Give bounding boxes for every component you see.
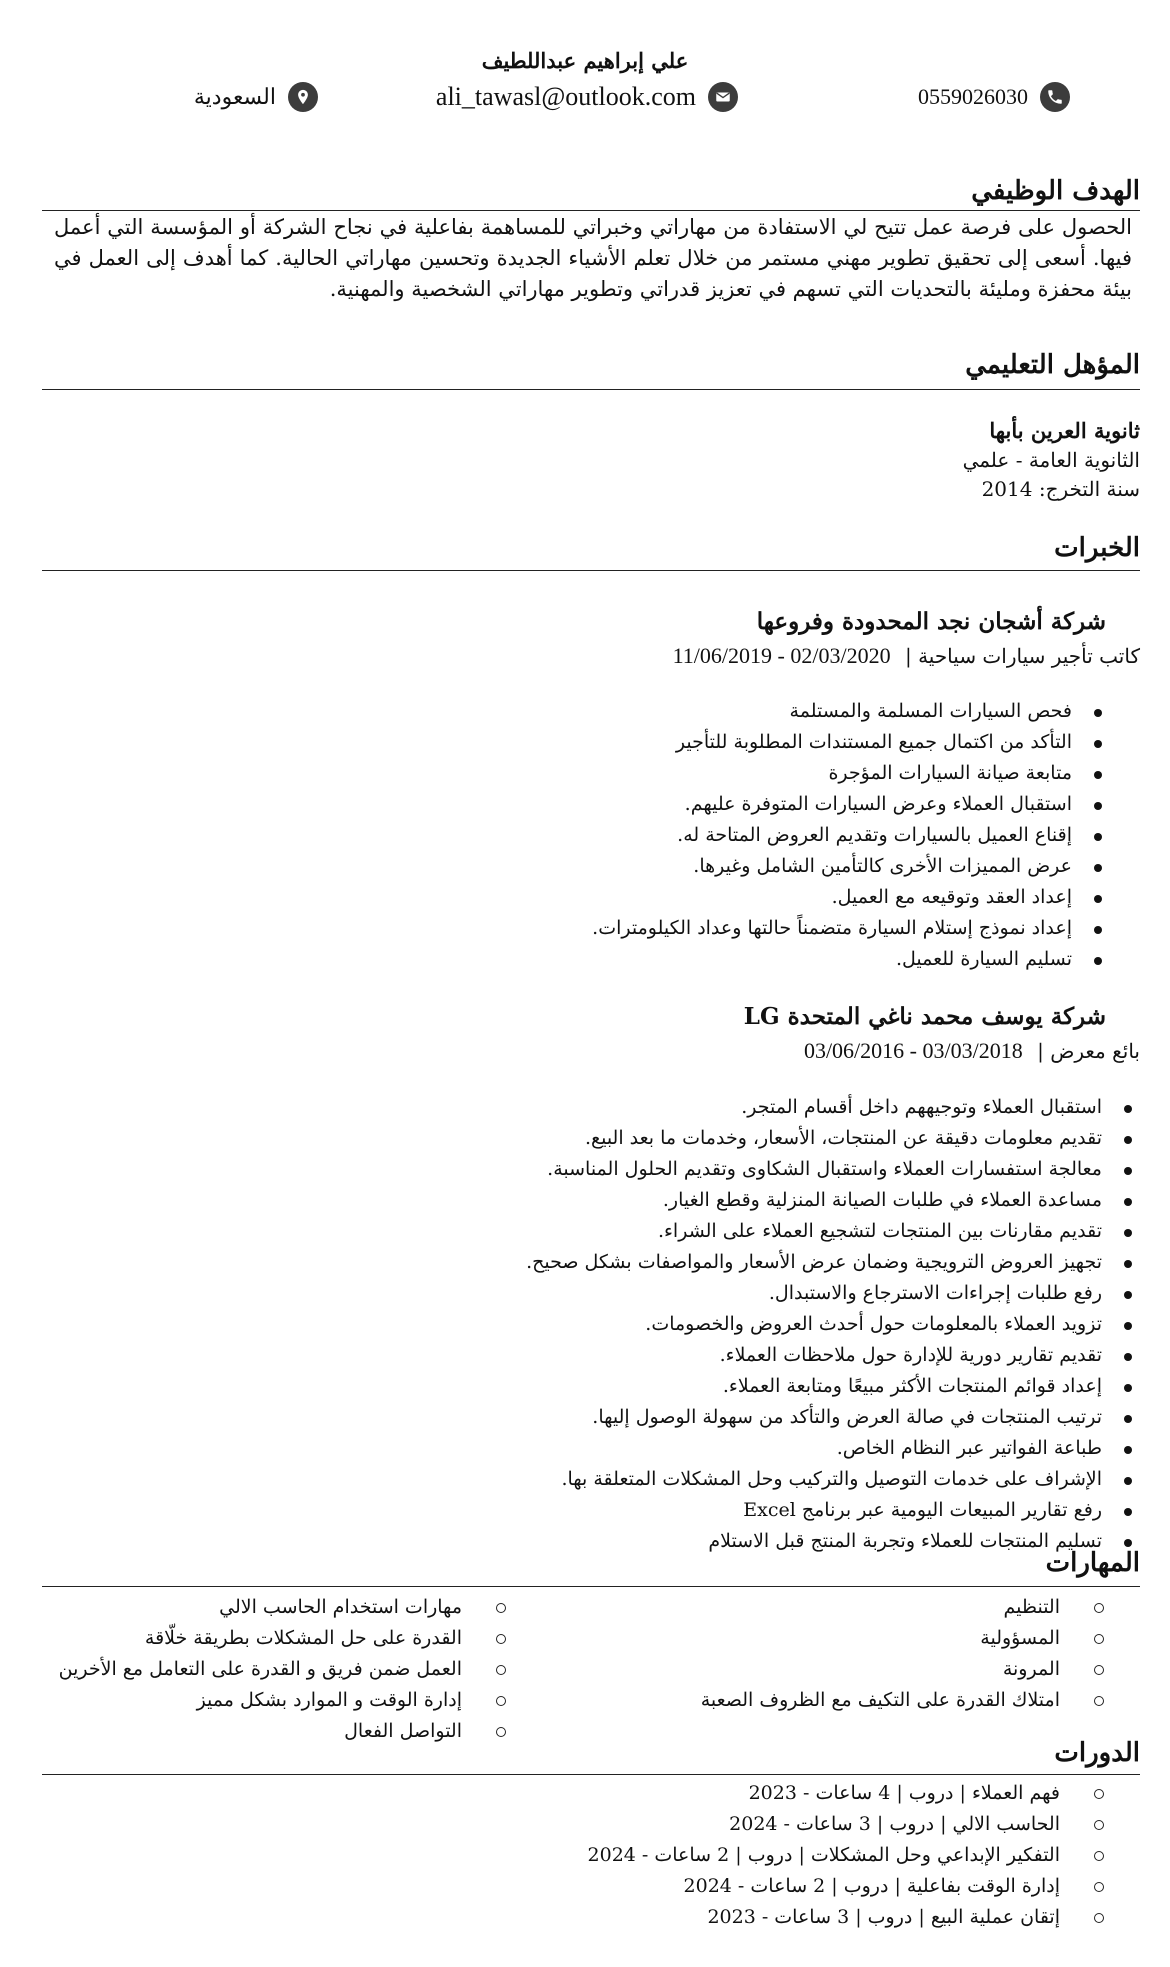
experience-title: الخبرات <box>1054 533 1140 563</box>
job-task-item: مساعدة العملاء في طلبات الصيانة المنزلية وقطع الغيار. <box>526 1185 1140 1216</box>
skills-list-left <box>59 1592 512 1747</box>
country-text: السعودية <box>193 84 276 110</box>
phone-icon <box>1040 82 1070 112</box>
job-task-item: استقبال العملاء وعرض السيارات المتوفرة عليهم. <box>592 789 1110 820</box>
education-divider <box>42 389 1140 390</box>
job-role: بائع معرض | <box>1037 1039 1140 1063</box>
job-task-item: تسليم السيارة للعميل. <box>592 944 1110 975</box>
job-task-item: إعداد العقد وتوقيعه مع العميل. <box>592 882 1110 913</box>
job-task-item: طباعة الفواتير عبر النظام الخاص. <box>526 1433 1140 1464</box>
skills-title: المهارات <box>1045 1548 1140 1578</box>
courses-title: الدورات <box>1054 1738 1140 1768</box>
job-meta <box>673 643 1140 669</box>
job-task-item: إعداد قوائم المنتجات الأكثر مبيعًا ومتابعة العملاء. <box>526 1371 1140 1402</box>
job-task-list <box>592 696 1110 975</box>
education-graduation: سنة التخرج: 2014 <box>981 477 1140 501</box>
job-task-item: التأكد من اكتمال جميع المستندات المطلوبة للتأجير <box>592 727 1110 758</box>
job-task-item: إعداد نموذج إستلام السيارة متضمناً حالتها وعداد الكيلومترات. <box>592 913 1110 944</box>
job-company: شركة أشجان نجد المحدودة وفروعها <box>756 608 1106 635</box>
course-item: إدارة الوقت بفاعلية | دروب | 2 ساعات - 2024 <box>588 1871 1110 1902</box>
experience-divider <box>42 570 1140 571</box>
course-item: الحاسب الالي | دروب | 3 ساعات - 2024 <box>588 1809 1110 1840</box>
course-item: فهم العملاء | دروب | 4 ساعات - 2023 <box>588 1778 1110 1809</box>
skill-item: إدارة الوقت و الموارد بشكل مميز <box>59 1685 512 1716</box>
courses-list <box>588 1778 1110 1933</box>
job-task-item: تقديم معلومات دقيقة عن المنتجات، الأسعار، وخدمات ما بعد البيع. <box>526 1123 1140 1154</box>
job-task-item: تزويد العملاء بالمعلومات حول أحدث العروض والخصومات. <box>526 1309 1140 1340</box>
location-pin-icon <box>288 82 318 112</box>
mail-icon <box>708 82 738 112</box>
contact-country <box>194 82 318 112</box>
education-school: ثانوية العرين بأبها <box>989 418 1140 443</box>
contact-phone <box>918 82 1070 112</box>
job-task-item: رفع تقارير المبيعات اليومية عبر برنامج Excel <box>526 1495 1140 1526</box>
education-degree: الثانوية العامة - علمي <box>962 448 1140 472</box>
job-dates: 03/03/2018 - 03/06/2016 <box>803 1038 1023 1063</box>
job-role: كاتب تأجير سيارات سياحية | <box>904 644 1140 668</box>
job-task-item: رفع طلبات إجراءات الاسترجاع والاستبدال. <box>526 1278 1140 1309</box>
course-item: إتقان عملية البيع | دروب | 3 ساعات - 2023 <box>588 1902 1110 1933</box>
skill-item: العمل ضمن فريق و القدرة على التعامل مع الأخرين <box>59 1654 512 1685</box>
job-task-list <box>526 1092 1140 1557</box>
skill-item: المرونة <box>701 1654 1110 1685</box>
objective-title: الهدف الوظيفي <box>971 176 1140 206</box>
phone-number: 0559026030 <box>918 84 1028 109</box>
job-company: شركة يوسف محمد ناغي المتحدة LG <box>743 1003 1106 1030</box>
candidate-name: علي إبراهيم عبداللطيف <box>481 48 689 73</box>
job-task-item: ترتيب المنتجات في صالة العرض والتأكد من سهولة الوصول إليها. <box>526 1402 1140 1433</box>
job-dates: 02/03/2020 - 11/06/2019 <box>672 643 891 668</box>
course-item: التفكير الإبداعي وحل المشكلات | دروب | 2 ساعات - 2024 <box>588 1840 1110 1871</box>
objective-text: الحصول على فرصة عمل تتيح لي الاستفادة من مهاراتي وخبراتي للمساهمة بفاعلية في نجاح الشركة أو المؤسسة التي أعمل فيها. أسعى إلى تحقيق تطوير مهني مستمر من خلال تعلم الأشياء الجديدة وتحسين مهاراتي الحالية. كما أهدف إلى العمل في بيئة محفزة ومليئة بالتحديات التي تسهم في تعزيز قدراتي وتطوير مهاراتي الشخصية والمهنية. <box>54 215 1132 301</box>
skill-item: التنظيم <box>701 1592 1110 1623</box>
job-meta <box>804 1038 1140 1064</box>
courses-divider <box>42 1774 1140 1775</box>
skill-item: امتلاك القدرة على التكيف مع الظروف الصعبة <box>701 1685 1110 1716</box>
skill-item: مهارات استخدام الحاسب الالي <box>59 1592 512 1623</box>
skill-item: القدرة على حل المشكلات بطريقة خلّاقة <box>59 1623 512 1654</box>
job-task-item: عرض المميزات الأخرى كالتأمين الشامل وغيرها. <box>592 851 1110 882</box>
skills-divider <box>42 1586 1140 1587</box>
contact-email <box>436 82 738 112</box>
job-task-item: استقبال العملاء وتوجيههم داخل أقسام المتجر. <box>526 1092 1140 1123</box>
job-task-item: تقديم مقارنات بين المنتجات لتشجيع العملاء على الشراء. <box>526 1216 1140 1247</box>
skill-item: المسؤولية <box>701 1623 1110 1654</box>
job-task-item: تقديم تقارير دورية للإدارة حول ملاحظات العملاء. <box>526 1340 1140 1371</box>
job-task-item: إقناع العميل بالسيارات وتقديم العروض المتاحة له. <box>592 820 1110 851</box>
skills-list-right <box>701 1592 1110 1716</box>
job-task-item: تسليم المنتجات للعملاء وتجربة المنتج قبل الاستلام <box>526 1526 1140 1557</box>
job-task-item: الإشراف على خدمات التوصيل والتركيب وحل المشكلات المتعلقة بها. <box>526 1464 1140 1495</box>
email-address: ali_tawasl@outlook.com <box>435 82 696 111</box>
job-task-item: فحص السيارات المسلمة والمستلمة <box>592 696 1110 727</box>
job-task-item: متابعة صيانة السيارات المؤجرة <box>592 758 1110 789</box>
education-title: المؤهل التعليمي <box>965 350 1140 380</box>
skill-item: التواصل الفعال <box>59 1716 512 1747</box>
job-task-item: تجهيز العروض الترويجية وضمان عرض الأسعار والمواصفات بشكل صحيح. <box>526 1247 1140 1278</box>
job-task-item: معالجة استفسارات العملاء واستقبال الشكاوى وتقديم الحلول المناسبة. <box>526 1154 1140 1185</box>
objective-divider <box>42 210 1140 211</box>
